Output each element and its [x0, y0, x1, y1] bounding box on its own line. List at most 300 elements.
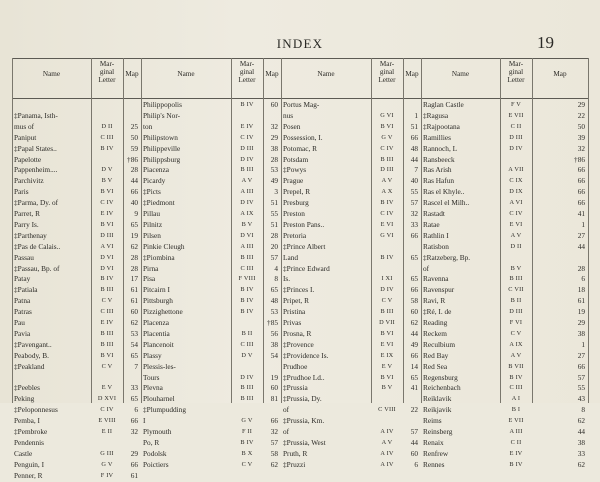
index-entry — [0, 165, 600, 176]
entry-name: Philip's Nor- — [143, 110, 181, 120]
entry-name: Piacenza — [143, 165, 169, 175]
entry-map-number: 65 — [410, 274, 418, 284]
index-entry — [0, 383, 600, 394]
entry-map-number: 44 — [577, 241, 585, 251]
entry-marginal-letter: C V — [510, 329, 522, 337]
entry-map-number: 28 — [130, 165, 138, 175]
entry-map-number: 17 — [130, 274, 138, 284]
entry-map-number: 57 — [410, 427, 418, 436]
entry-map-number: 48 — [410, 143, 418, 153]
entry-marginal-letter: D XVI — [97, 395, 117, 403]
entry-name: Renaix — [423, 437, 444, 447]
entry-marginal-letter: D V — [241, 351, 253, 359]
entry-name: Rastadt — [423, 209, 445, 218]
index-entry — [0, 318, 600, 329]
entry-marginal-letter: C IV — [240, 133, 254, 141]
entry-name: Po, R — [143, 437, 160, 447]
entry-marginal-letter: F V — [510, 101, 522, 108]
entry-marginal-letter: D IV — [240, 155, 254, 163]
entry-map-number: 38 — [577, 437, 585, 447]
entry-map-number: 62 — [130, 318, 138, 327]
entry-name: Pripet, R — [283, 296, 309, 306]
entry-marginal-letter: G V — [241, 417, 253, 425]
entry-name: Is. — [283, 274, 291, 284]
entry-name: I — [143, 416, 146, 426]
entry-map-number: 50 — [130, 132, 138, 142]
entry-marginal-letter: A IV — [380, 428, 394, 435]
entry-map-number: 38 — [577, 328, 585, 338]
entry-map-number: 44 — [410, 328, 418, 338]
entry-map-number: 53 — [270, 307, 278, 317]
header-bottom-rule — [12, 98, 588, 99]
entry-map-number: 19 — [130, 230, 138, 240]
entry-marginal-letter: B IV — [509, 373, 523, 381]
entry-marginal-letter: A IX — [509, 340, 523, 348]
entry-map-number: 57 — [270, 252, 278, 262]
entry-name: Philipstown — [143, 132, 178, 142]
entry-marginal-letter: D IV — [240, 373, 254, 381]
entry-name: ‡Passau, Bp. of — [14, 263, 60, 273]
entry-name: Ramillies — [423, 132, 451, 142]
entry-marginal-letter: B VII — [508, 362, 524, 370]
entry-map-number: 66 — [410, 285, 418, 295]
entry-map-number: 44 — [410, 154, 418, 164]
entry-marginal-letter: C IV — [100, 199, 114, 207]
entry-name: Patna — [14, 296, 31, 306]
entry-map-number: 7 — [134, 361, 138, 371]
entry-marginal-letter: C IV — [380, 210, 394, 217]
index-entry — [0, 471, 600, 482]
entry-name: Ransbeeck — [423, 154, 455, 164]
entry-marginal-letter: G V — [101, 460, 113, 468]
entry-marginal-letter: C II — [510, 122, 522, 130]
entry-marginal-letter: F IV — [100, 471, 114, 479]
entry-name: ‡Prince Edward — [283, 263, 330, 273]
entry-marginal-letter: A III — [240, 242, 254, 250]
entry-marginal-letter: C IV — [380, 144, 394, 152]
entry-name: nus — [283, 110, 294, 120]
entry-map-number: 25 — [130, 121, 138, 131]
entry-marginal-letter: I XI — [381, 275, 393, 283]
entry-marginal-letter: E VIII — [98, 417, 116, 425]
entry-name: Prague — [283, 176, 304, 186]
entry-map-number: 66 — [577, 165, 585, 175]
index-entry — [0, 351, 600, 362]
entry-marginal-letter: D II — [510, 242, 522, 250]
entry-name: ‡Papal States.. — [14, 143, 57, 153]
entry-map-number: 62 — [410, 318, 418, 327]
entry-marginal-letter: A VI — [509, 199, 523, 207]
entry-map-number: 62 — [577, 459, 585, 469]
entry-map-number: 58 — [410, 296, 418, 306]
entry-map-number: 65 — [270, 285, 278, 295]
entry-map-number: †86 — [127, 154, 138, 164]
entry-map-number: 62 — [577, 416, 585, 426]
entry-marginal-letter: B II — [510, 297, 522, 305]
entry-map-number: 66 — [130, 187, 138, 197]
entry-map-number: 27 — [577, 350, 585, 360]
entry-marginal-letter: B III — [100, 329, 114, 337]
index-entry — [0, 362, 600, 373]
entry-name: ‡Ré, I. de — [423, 307, 452, 317]
entry-map-number: 65 — [130, 394, 138, 404]
entry-map-number: 60 — [130, 307, 138, 317]
entry-marginal-letter: G V — [381, 133, 393, 141]
entry-marginal-letter: A IV — [380, 460, 394, 468]
running-title: INDEX — [276, 36, 324, 51]
entry-marginal-letter: A V — [510, 231, 522, 239]
entry-map-number: 62 — [270, 459, 278, 469]
entry-name: mus of — [14, 121, 35, 131]
entry-map-number: 1 — [581, 339, 585, 349]
entry-marginal-letter: B III — [240, 384, 254, 392]
index-entry — [0, 427, 600, 438]
entry-map-number: 9 — [134, 209, 138, 218]
entry-marginal-letter: A V — [510, 351, 522, 359]
entry-name: Pisa — [143, 274, 156, 284]
entry-map-number: 66 — [410, 230, 418, 240]
entry-map-number: 22 — [410, 405, 418, 415]
index-entry — [0, 231, 600, 242]
entry-name: Tours — [143, 372, 160, 382]
entry-map-number: 27 — [577, 230, 585, 240]
entry-name: Patras — [14, 307, 32, 317]
entry-name: ‡Pembroke — [14, 427, 48, 436]
header-marginal-letter: Mar- ginal Letter — [507, 60, 525, 84]
entry-name: Castle — [14, 448, 33, 458]
entry-name: Presburg — [283, 198, 309, 208]
index-entry — [0, 122, 600, 133]
index-entry — [0, 373, 600, 384]
entry-name: ‡Plumpudding — [143, 405, 186, 415]
entry-map-number: 33 — [410, 219, 418, 229]
entry-map-number: 53 — [270, 165, 278, 175]
entry-map-number: 32 — [270, 121, 278, 131]
entry-marginal-letter: E V — [101, 384, 113, 392]
entry-name: ‡Ratzeberg, Bp. — [423, 252, 471, 262]
entry-marginal-letter: B VI — [380, 122, 394, 130]
entry-marginal-letter: B IV — [380, 199, 394, 207]
entry-marginal-letter: B VI — [100, 188, 114, 196]
header-map: Map — [265, 70, 279, 78]
entry-map-number: 60 — [270, 383, 278, 393]
entry-marginal-letter: E IV — [100, 210, 114, 217]
entry-marginal-letter: B V — [381, 384, 393, 392]
entry-map-number: 66 — [577, 187, 585, 197]
entry-name: Paniput — [14, 132, 37, 142]
entry-name: Rathlin I — [423, 230, 449, 240]
entry-map-number: 66 — [130, 459, 138, 469]
index-entry — [0, 155, 600, 166]
entry-marginal-letter: F II — [241, 428, 253, 435]
entry-marginal-letter: B IV — [509, 460, 523, 468]
entry-marginal-letter: B IV — [240, 286, 254, 294]
entry-map-number: 55 — [577, 383, 585, 393]
entry-marginal-letter: C V — [381, 297, 393, 305]
index-entry — [0, 340, 600, 351]
entry-name: Rannoch, L — [423, 143, 458, 153]
entry-map-number: 55 — [270, 209, 278, 218]
entry-marginal-letter: C IX — [509, 177, 523, 185]
entry-name: Plancenoit — [143, 339, 174, 349]
entry-name: Prudhoe — [283, 361, 308, 371]
entry-map-number: 18 — [577, 285, 585, 295]
entry-map-number: 51 — [270, 198, 278, 208]
entry-name: Plessis-les- — [143, 361, 176, 371]
entry-name: ‡Pavengant.. — [14, 339, 52, 349]
entry-map-number: 55 — [410, 187, 418, 197]
entry-marginal-letter: A IX — [240, 210, 254, 217]
entry-name: Ratisbon — [423, 241, 449, 251]
index-entry — [0, 285, 600, 296]
entry-map-number: 51 — [410, 121, 418, 131]
entry-marginal-letter: B IV — [240, 308, 254, 316]
entry-marginal-letter: D V — [101, 166, 113, 174]
entry-marginal-letter: G VI — [380, 231, 394, 239]
entry-name: Reikjavik — [423, 405, 452, 415]
entry-marginal-letter: C V — [101, 362, 113, 370]
entry-map-number: 1 — [414, 110, 418, 120]
entry-marginal-letter: D VII — [379, 319, 395, 326]
entry-marginal-letter: G VI — [380, 111, 394, 119]
entry-map-number: 49 — [410, 339, 418, 349]
entry-map-number: 4 — [274, 263, 278, 273]
index-entry — [0, 242, 600, 253]
entry-name: ‡Pas de Calais.. — [14, 241, 61, 251]
entry-map-number: 38 — [270, 339, 278, 349]
entry-name: ‡Panama, Isth- — [14, 110, 58, 120]
entry-marginal-letter: A V — [241, 177, 253, 185]
entry-name: of — [283, 405, 290, 415]
entry-map-number: 66 — [577, 198, 585, 208]
entry-name: Plouharnel — [143, 394, 175, 404]
entry-marginal-letter: A V — [381, 438, 393, 446]
entry-name: Red Sea — [423, 361, 448, 371]
entry-marginal-letter: D III — [509, 133, 523, 141]
entry-map-number: 81 — [270, 394, 278, 404]
entry-map-number: 32 — [270, 427, 278, 436]
index-entry — [0, 329, 600, 340]
entry-name: Parret, R — [14, 209, 40, 218]
entry-name: Ratae — [423, 219, 440, 229]
entry-marginal-letter: C VII — [508, 286, 524, 294]
entry-map-number: 57 — [270, 437, 278, 447]
entry-name: Pirna — [143, 263, 159, 273]
entry-name: ‡Prince Albert — [283, 241, 326, 251]
entry-name: Rascel el Milh.. — [423, 198, 470, 208]
entry-marginal-letter: C II — [510, 438, 522, 446]
entry-name: ‡Parthenay — [14, 230, 47, 240]
page-number: 19 — [537, 33, 554, 52]
entry-map-number: 66 — [410, 350, 418, 360]
entry-marginal-letter: D IX — [509, 188, 523, 196]
header-map: Map — [125, 70, 139, 78]
entry-marginal-letter: D II — [101, 122, 113, 130]
entry-name: ‡Prussia — [283, 383, 308, 393]
entry-name: ‡Powys — [283, 165, 307, 175]
index-entry — [0, 405, 600, 416]
entry-map-number: 40 — [130, 198, 138, 208]
entry-marginal-letter: A III — [240, 188, 254, 196]
entry-name: ‡Prussia, Dy. — [283, 394, 322, 404]
entry-marginal-letter: E VI — [509, 220, 523, 228]
entry-map-number: 41 — [410, 383, 418, 393]
header-map: Map — [553, 70, 567, 78]
entry-marginal-letter: B III — [240, 253, 254, 261]
entry-map-number: 44 — [577, 427, 585, 436]
entry-name: Renfrew — [423, 448, 449, 458]
entry-map-number: 33 — [577, 448, 585, 458]
entry-name: Raglan Castle — [423, 100, 464, 109]
entry-name: Picardy — [143, 176, 166, 186]
entry-name: Philippsburg — [143, 154, 181, 164]
index-entry — [0, 209, 600, 220]
entry-name: Philippeville — [143, 143, 181, 153]
entry-marginal-letter: B V — [101, 177, 113, 185]
entry-name: ton — [143, 121, 153, 131]
entry-name: Parchivitz — [14, 176, 44, 186]
entry-name: Preston Pans.. — [283, 219, 325, 229]
entry-name: Podolsk — [143, 448, 167, 458]
header-name: Name — [177, 70, 195, 78]
entry-name: Papelotte — [14, 154, 42, 164]
entry-name: Pemba, I — [14, 416, 40, 426]
index-entry — [0, 144, 600, 155]
entry-name: Land — [283, 252, 298, 262]
entry-marginal-letter: C III — [509, 384, 523, 392]
entry-map-number: 32 — [577, 143, 585, 153]
entry-marginal-letter: B III — [100, 340, 114, 348]
entry-name: Plevna — [143, 383, 163, 393]
entry-map-number: 1 — [581, 219, 585, 229]
entry-map-number: 33 — [130, 383, 138, 393]
entry-name: Peking — [14, 394, 35, 404]
entry-name: Plassy — [143, 350, 162, 360]
index-entry — [0, 100, 600, 111]
index-entry — [0, 253, 600, 264]
entry-marginal-letter: E IV — [240, 122, 254, 130]
entry-map-number: †85 — [267, 318, 278, 327]
entry-name: Ravenspur — [423, 285, 455, 295]
index-entry — [0, 394, 600, 405]
entry-map-number: 66 — [577, 176, 585, 186]
entry-marginal-letter: B II — [241, 329, 253, 337]
entry-marginal-letter: C V — [241, 460, 253, 468]
entry-map-number: 53 — [130, 328, 138, 338]
index-entry — [0, 307, 600, 318]
entry-name: Placenza — [143, 318, 169, 327]
entry-map-number: 20 — [270, 241, 278, 251]
entry-name: Prosna, R — [283, 328, 312, 338]
header-name: Name — [317, 70, 335, 78]
entry-map-number: 61 — [130, 285, 138, 295]
entry-marginal-letter: C III — [240, 340, 254, 348]
entry-name: Pendennis — [14, 437, 44, 447]
entry-name: ‡Peebles — [14, 383, 40, 393]
entry-map-number: 60 — [410, 307, 418, 317]
index-entry — [0, 176, 600, 187]
entry-name: Pittsburgh — [143, 296, 173, 306]
entry-marginal-letter: B IV — [100, 144, 114, 152]
entry-marginal-letter: A V — [381, 177, 393, 185]
entry-map-number: 29 — [577, 100, 585, 109]
entry-name: of — [283, 427, 290, 436]
entry-marginal-letter: B IV — [380, 253, 394, 261]
entry-name: Pristina — [283, 307, 306, 317]
entry-map-number: 49 — [270, 176, 278, 186]
entry-map-number: 43 — [577, 394, 585, 404]
index-entry — [0, 111, 600, 122]
entry-name: Pitcairn I — [143, 285, 170, 295]
index-entry — [0, 264, 600, 275]
entry-map-number: 60 — [270, 100, 278, 109]
entry-map-number: 28 — [270, 230, 278, 240]
entry-name: Reichenbach — [423, 383, 461, 393]
entry-name: Pinkie Cleugh — [143, 241, 185, 251]
entry-map-number: 29 — [130, 448, 138, 458]
entry-map-number: 62 — [130, 241, 138, 251]
entry-name: ‡Parma, Dy. of — [14, 198, 59, 208]
entry-map-number: 56 — [270, 328, 278, 338]
entry-name: Pilnitz — [143, 219, 163, 229]
index-entry — [0, 460, 600, 471]
entry-marginal-letter: B V — [510, 264, 522, 272]
entry-map-number: 8 — [274, 274, 278, 284]
entry-map-number: 57 — [577, 372, 585, 382]
entry-marginal-letter: A VI — [100, 242, 114, 250]
header-marginal-letter: Mar- ginal Letter — [378, 60, 396, 84]
header-marginal-letter: Mar- ginal Letter — [98, 60, 116, 84]
entry-map-number: 28 — [577, 263, 585, 273]
entry-marginal-letter: B X — [241, 449, 253, 457]
entry-map-number: 32 — [130, 427, 138, 436]
entry-marginal-letter: E VI — [380, 340, 394, 348]
entry-marginal-letter: D IV — [380, 286, 394, 294]
entry-marginal-letter: E IV — [509, 449, 523, 457]
entry-map-number: 65 — [410, 372, 418, 382]
entry-name: Reculbium — [423, 339, 456, 349]
entry-marginal-letter: D III — [380, 166, 394, 174]
entry-name: Prepel, R — [283, 187, 311, 197]
entry-name: Rennes — [423, 459, 445, 469]
entry-map-number: 22 — [577, 110, 585, 120]
entry-marginal-letter: E IX — [380, 351, 394, 359]
entry-map-number: 6 — [414, 459, 418, 469]
entry-map-number: 28 — [130, 252, 138, 262]
entry-marginal-letter: B IV — [240, 297, 254, 305]
entry-name: Pizzighettone — [143, 307, 183, 317]
entry-name: Ravi, R — [423, 296, 446, 306]
entry-marginal-letter: C VIII — [378, 406, 396, 414]
entry-marginal-letter: B III — [380, 308, 394, 316]
entry-name: ‡Providence Is. — [283, 350, 329, 360]
entry-name: Ravenna — [423, 274, 449, 284]
entry-marginal-letter: E VII — [508, 417, 524, 425]
entry-name: Pillau — [143, 209, 161, 218]
entry-map-number: 51 — [270, 219, 278, 229]
entry-map-number: 44 — [410, 437, 418, 447]
header-name: Name — [42, 70, 61, 78]
entry-marginal-letter: A I — [511, 395, 521, 403]
entry-map-number: 66 — [270, 416, 278, 426]
entry-marginal-letter: A IV — [380, 449, 394, 457]
entry-marginal-letter: B III — [240, 395, 254, 403]
entry-marginal-letter: B VI — [100, 351, 114, 359]
entry-marginal-letter: B III — [240, 166, 254, 174]
entry-marginal-letter: E II — [101, 428, 113, 435]
entry-marginal-letter: E VII — [508, 111, 524, 119]
index-entry — [0, 133, 600, 144]
